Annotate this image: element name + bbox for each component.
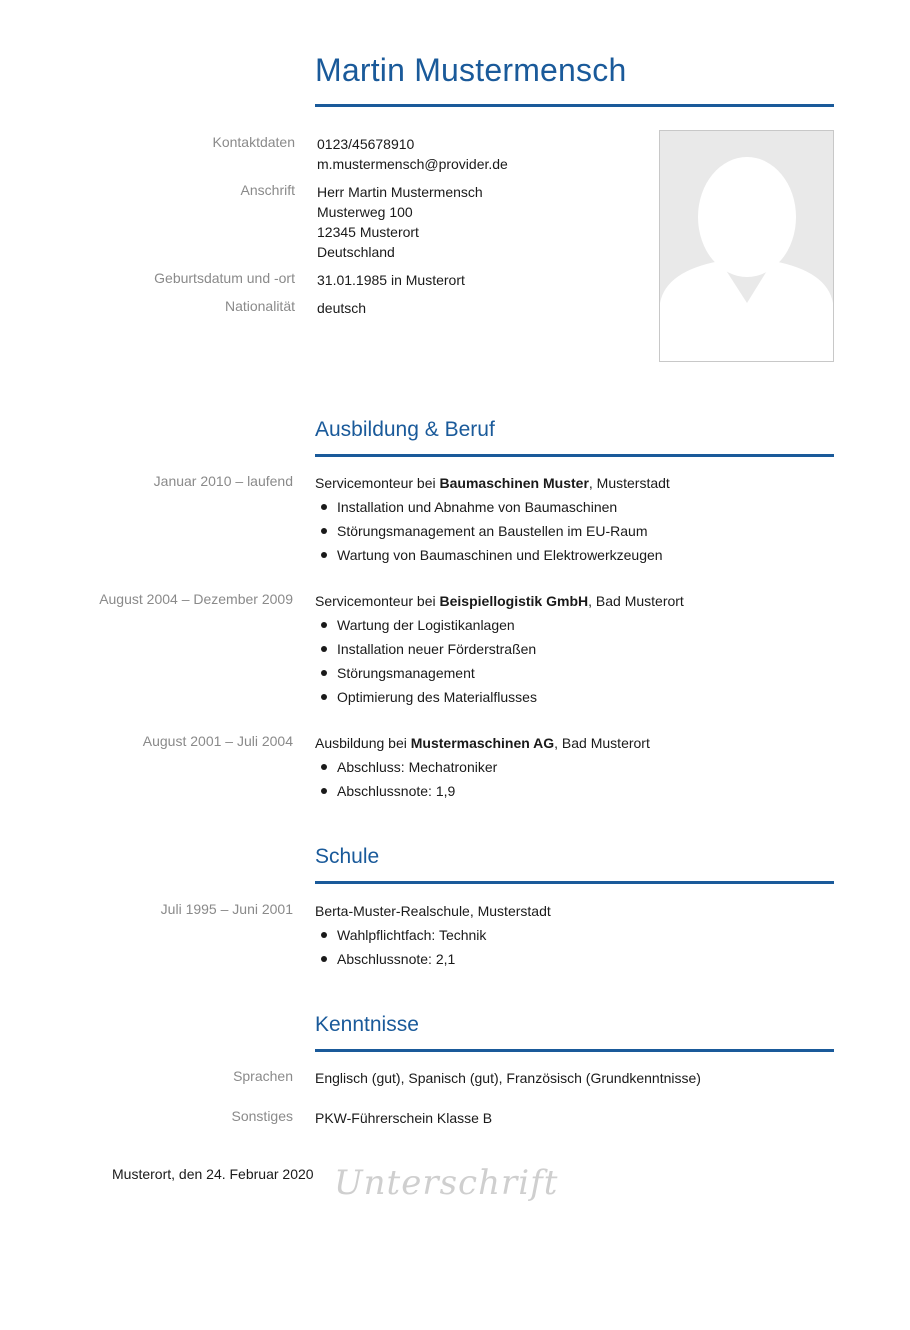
entry-role: Servicemonteur bei [315,593,440,609]
birth-label: Geburtsdatum und -ort [154,270,295,286]
entry-date: Juli 1995 – Juni 2001 [160,901,293,917]
entry-role: Servicemonteur bei [315,475,440,491]
email-address: m.mustermensch@provider.de [317,156,508,172]
list-item: Abschlussnote: 1,9 [315,781,834,805]
address-line: Deutschland [317,244,395,260]
nationality-label: Nationalität [224,298,295,314]
entry-location: , Musterstadt [588,475,670,491]
entry-company: Beispiellogistik GmbH [439,593,589,609]
list-item: Wartung von Baumaschinen und Elektrowerkzeugen [315,545,834,569]
address-line: 12345 Musterort [317,224,419,240]
list-item: Installation und Abnahme von Baumaschinen [315,497,834,521]
list-item: Optimierung des Materialflusses [315,687,834,711]
entry-heading [315,473,834,497]
place-date: Musterort, den 24. Februar 2020 [112,1166,314,1182]
entry-heading [315,591,834,615]
entry-bullets [315,497,834,569]
section-title-skills: Kenntnisse [315,1013,419,1036]
section-divider [315,881,834,884]
section-divider [315,1049,834,1052]
section-divider [315,454,834,457]
entry-location: , Bad Musterort [588,593,684,609]
entry-date: August 2001 – Juli 2004 [142,733,293,749]
title-divider [315,104,834,107]
list-item: Abschluss: Mechatroniker [315,757,834,781]
other-skills-label: Sonstiges [231,1108,293,1124]
entry-heading: Berta-Muster-Realschule, Musterstadt [315,903,551,919]
address-line: Musterweg 100 [317,204,413,220]
page-title: Martin Mustermensch [315,52,627,88]
languages-value: Englisch (gut), Spanisch (gut), Französisch (Grundkenntnisse) [315,1070,701,1086]
entry-location: , Bad Musterort [554,735,650,751]
list-item: Abschlussnote: 2,1 [315,949,834,973]
phone-number: 0123/45678910 [317,136,415,152]
birth-value: 31.01.1985 in Musterort [317,272,465,288]
career-entry [315,591,834,711]
contact-label: Kontaktdaten [212,134,295,150]
entry-heading [315,733,834,757]
entry-company: Mustermaschinen AG [410,735,555,751]
school-entry [315,901,834,973]
section-title-school: Schule [315,845,380,868]
list-item: Störungsmanagement an Baustellen im EU-Raum [315,521,834,545]
list-item: Störungsmanagement [315,663,834,687]
entry-date: Januar 2010 – laufend [153,473,293,489]
entry-bullets [315,925,834,973]
languages-label: Sprachen [233,1068,293,1084]
profile-photo [659,130,834,362]
address-value [317,182,483,262]
entry-company: Baumaschinen Muster [439,475,589,491]
signature: Unterschrift [334,1163,559,1203]
nationality-value: deutsch [317,300,367,316]
career-entry [315,733,834,805]
entry-role: Ausbildung bei [315,735,411,751]
entry-bullets [315,757,834,805]
address-line: Herr Martin Mustermensch [317,184,483,200]
entry-date: August 2004 – Dezember 2009 [99,591,293,607]
address-label: Anschrift [240,182,295,198]
list-item: Wahlpflichtfach: Technik [315,925,834,949]
contact-value [317,134,508,174]
career-entry [315,473,834,569]
person-placeholder-icon [660,131,833,361]
list-item: Wartung der Logistikanlagen [315,615,834,639]
list-item: Installation neuer Förderstraßen [315,639,834,663]
entry-bullets [315,615,834,711]
other-skills-value: PKW-Führerschein Klasse B [315,1110,493,1126]
section-title-career: Ausbildung & Beruf [315,418,495,441]
